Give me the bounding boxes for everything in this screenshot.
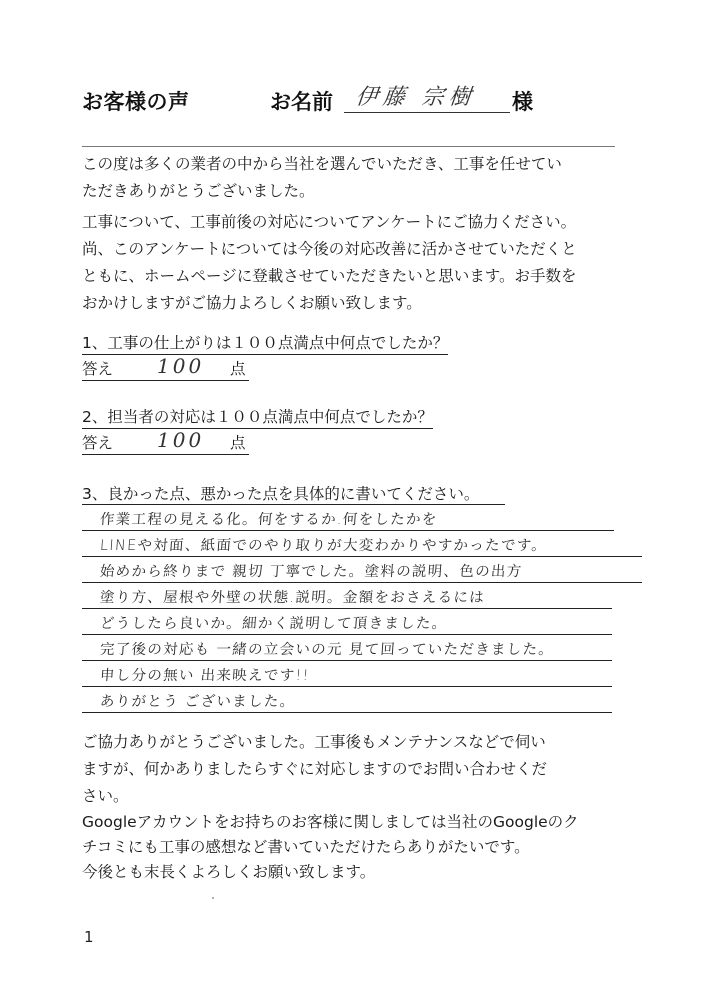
closing-line: さい。 xyxy=(82,787,129,805)
answer-line[interactable] xyxy=(82,609,612,635)
answer-line[interactable] xyxy=(82,557,642,583)
closing-line: ますが、何かありましたらすぐに対応しますのでお問い合わせくだ xyxy=(82,760,548,778)
handwritten-text: 申し分の無い 出来映えです!! xyxy=(99,668,311,684)
answer-line[interactable] xyxy=(82,661,612,687)
closing-line: ご協力ありがとうございました。工事後もメンテナンスなどで伺い xyxy=(82,733,546,751)
name-label: お名前 xyxy=(270,90,333,114)
answer-1-field[interactable] xyxy=(82,356,249,381)
handwritten-text: 始めから終りまで 親切 丁寧でした。塗料の説明、色の出方 xyxy=(99,564,524,580)
answer-line[interactable] xyxy=(82,531,642,557)
answer-line[interactable] xyxy=(82,505,614,531)
closing-line: 今後とも末長くよろしくお願い致します。 xyxy=(82,863,376,881)
page-number: 1 xyxy=(84,928,94,946)
question-3: 3、良かった点、悪かった点を具体的に書いてください。 xyxy=(82,484,505,505)
intro-line: この度は多くの業者の中から当社を選んでいただき、工事を任せてい xyxy=(82,155,562,173)
name-honorific: 様 xyxy=(512,90,533,114)
handwritten-text: 完了後の対応も 一緒の立会いの元 見て回っていただきました。 xyxy=(99,642,555,658)
handwritten-text: LINEや対面、紙面でのやり取りが大変わかりやすかったです。 xyxy=(99,538,548,554)
handwritten-text: 塗り方、屋根や外壁の状態.説明。金額をおさえるには xyxy=(99,590,486,606)
closing-paragraph-2 xyxy=(82,810,642,885)
intro-line: おかけしますがご協力よろしくお願い致します。 xyxy=(82,294,422,312)
intro-line: ただきありがとうございました。 xyxy=(82,182,315,200)
intro-line: 尚、このアンケートについては今後の対応改善に活かさせていただくと xyxy=(82,240,577,258)
answer-line[interactable] xyxy=(82,583,612,609)
scan-artifact xyxy=(212,897,214,899)
answer-1-value-handwritten: 100 xyxy=(157,354,205,378)
closing-line: チコミにも工事の感想など書いていただけたらありがたいです。 xyxy=(82,838,530,856)
page-header xyxy=(82,86,642,126)
intro-line: ともに、ホームページに登載させていただきたいと思います。お手数を xyxy=(82,267,577,285)
divider-line xyxy=(82,146,615,147)
closing-line: Googleアカウントをお持ちのお客様に関しましては当社のGoogleのク xyxy=(82,813,579,831)
answer-2-field[interactable] xyxy=(82,430,249,455)
closing-paragraph-1 xyxy=(82,729,642,810)
handwritten-text: 作業工程の見える化。何をするか.何をしたかを xyxy=(99,512,439,528)
handwritten-text: ありがとう ございました。 xyxy=(99,694,296,710)
name-value-handwritten: 伊藤 宗樹 xyxy=(354,85,478,110)
answer-unit: 点 xyxy=(230,360,246,378)
question-2: 2、担当者の対応は１００点満点中何点でしたか？ xyxy=(82,406,433,429)
answer-label: 答え xyxy=(82,434,114,452)
closing-text xyxy=(82,729,642,885)
intro-paragraph-2 xyxy=(82,209,642,317)
answer-line[interactable] xyxy=(82,635,612,661)
question-3-answer-area[interactable] xyxy=(82,505,642,713)
handwritten-text: どうしたら良いか。細かく説明して頂きました。 xyxy=(99,616,449,632)
answer-2-value-handwritten: 100 xyxy=(157,428,205,452)
page-title: お客様の声 xyxy=(82,90,190,114)
intro-text xyxy=(82,151,642,317)
answer-line[interactable] xyxy=(82,687,612,713)
answer-unit: 点 xyxy=(230,434,246,452)
name-field[interactable] xyxy=(344,80,510,113)
question-1: 1、工事の仕上がりは１００点満点中何点でしたか？ xyxy=(82,332,448,355)
intro-line: 工事について、工事前後の対応についてアンケートにご協力ください。 xyxy=(82,213,577,231)
intro-paragraph-1 xyxy=(82,151,642,205)
answer-label: 答え xyxy=(82,360,114,378)
